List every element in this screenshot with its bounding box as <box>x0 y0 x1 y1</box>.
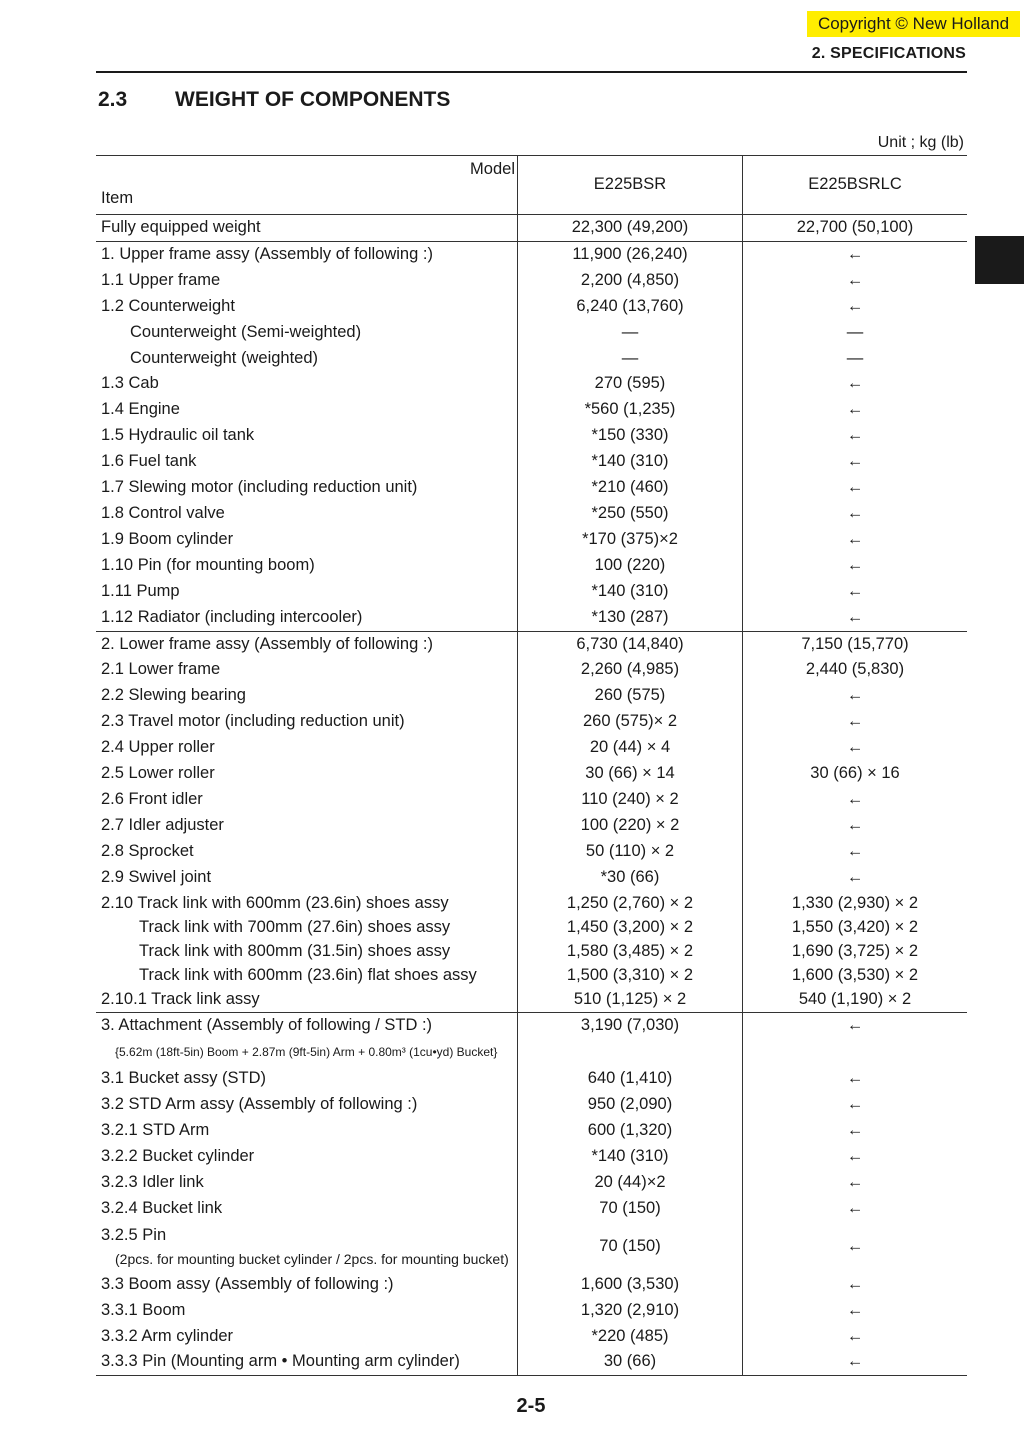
e225bsrlc-value: ← <box>743 449 968 475</box>
table-header-row <box>96 156 967 215</box>
item-cell <box>96 1092 518 1118</box>
table-row <box>96 579 967 605</box>
e225bsrlc-value: 30 (66) × 16 <box>743 761 968 787</box>
e225bsrlc-value: ← <box>743 1144 968 1170</box>
table-row <box>96 605 967 631</box>
item-label: 2.7 Idler adjuster <box>101 815 224 834</box>
e225bsr-value: 70 (150) <box>518 1222 743 1272</box>
table-row <box>96 1349 967 1375</box>
e225bsrlc-value: 1,600 (3,530) × 2 <box>743 963 968 987</box>
e225bsr-value: — <box>518 346 743 372</box>
table-row <box>96 1222 967 1272</box>
item-label: 1.11 Pump <box>101 581 180 600</box>
item-label: Track link with 600mm (23.6in) flat shoes assy <box>139 965 477 984</box>
item-label: 1.12 Radiator (including intercooler) <box>101 607 363 626</box>
item-label: 3.2.5 Pin <box>101 1225 167 1244</box>
e225bsr-value: 260 (575)× 2 <box>518 709 743 735</box>
table-row <box>96 1324 967 1350</box>
table-row <box>96 294 967 320</box>
e225bsr-value: *30 (66) <box>518 865 743 891</box>
item-label: 3.2.3 Idler link <box>101 1172 204 1191</box>
table-row <box>96 963 967 987</box>
e225bsr-value: 600 (1,320) <box>518 1118 743 1144</box>
e225bsr-value: *150 (330) <box>518 423 743 449</box>
e225bsrlc-value: ← <box>743 1092 968 1118</box>
table-row <box>96 215 967 242</box>
item-cell <box>96 1222 518 1272</box>
e225bsr-value: 1,500 (3,310) × 2 <box>518 963 743 987</box>
e225bsr-value: 510 (1,125) × 2 <box>518 987 743 1013</box>
e225bsrlc-value: ← <box>743 1298 968 1324</box>
item-cell <box>96 963 518 987</box>
e225bsrlc-value: ← <box>743 371 968 397</box>
e225bsrlc-value: ← <box>743 1222 968 1272</box>
item-label: 2.3 Travel motor (including reduction unit) <box>101 712 405 731</box>
item-label: Counterweight (Semi-weighted) <box>130 322 362 341</box>
item-label: 2.10.1 Track link assy <box>101 989 260 1008</box>
table-row <box>96 939 967 963</box>
table-row <box>96 423 967 449</box>
item-cell <box>96 839 518 865</box>
table-row <box>96 709 967 735</box>
table-row <box>96 1144 967 1170</box>
item-label: 2.6 Front idler <box>101 789 203 808</box>
table-row <box>96 891 967 915</box>
e225bsrlc-value: ← <box>743 1170 968 1196</box>
e225bsr-value: 6,730 (14,840) <box>518 631 743 657</box>
e225bsrlc-value: ← <box>743 1066 968 1092</box>
table-row <box>96 987 967 1013</box>
item-cell <box>96 1324 518 1350</box>
item-label: Counterweight (weighted) <box>130 348 319 367</box>
unit-label: Unit ; kg (lb) <box>877 134 964 151</box>
e225bsrlc-value: ← <box>743 268 968 294</box>
e225bsrlc-value: 1,690 (3,725) × 2 <box>743 939 968 963</box>
item-cell <box>96 371 518 397</box>
e225bsr-value: 100 (220) × 2 <box>518 813 743 839</box>
table-row <box>96 1092 967 1118</box>
e225bsr-value: 1,450 (3,200) × 2 <box>518 915 743 939</box>
e225bsr-value: 1,580 (3,485) × 2 <box>518 939 743 963</box>
item-cell <box>96 683 518 709</box>
header-model-label: Model <box>470 160 515 178</box>
e225bsrlc-value: ← <box>743 397 968 423</box>
copyright-banner: Copyright © New Holland <box>807 11 1020 37</box>
item-cell <box>96 1196 518 1222</box>
table-row <box>96 915 967 939</box>
section-header: 2. SPECIFICATIONS <box>811 45 966 62</box>
e225bsrlc-value: 540 (1,190) × 2 <box>743 987 968 1013</box>
table-row <box>96 268 967 294</box>
item-label: 3.2 STD Arm assy (Assembly of following :) <box>101 1095 418 1114</box>
item-label: 3.3.3 Pin (Mounting arm • Mounting arm cylinder) <box>101 1352 460 1371</box>
e225bsr-value: — <box>518 320 743 346</box>
table-row <box>96 1039 967 1066</box>
item-label: 1.7 Slewing motor (including reduction unit) <box>101 478 418 497</box>
e225bsr-value: 950 (2,090) <box>518 1092 743 1118</box>
table-row <box>96 1298 967 1324</box>
table-row <box>96 371 967 397</box>
table-row <box>96 346 967 372</box>
table-row <box>96 501 967 527</box>
header-col-e225bsrlc: E225BSRLC <box>743 156 968 215</box>
e225bsrlc-value: ← <box>743 423 968 449</box>
table-row <box>96 683 967 709</box>
table-row <box>96 397 967 423</box>
e225bsr-value: 1,320 (2,910) <box>518 1298 743 1324</box>
item-cell <box>96 1298 518 1324</box>
e225bsrlc-value: 1,330 (2,930) × 2 <box>743 891 968 915</box>
item-cell <box>96 709 518 735</box>
e225bsrlc-value: ← <box>743 709 968 735</box>
item-cell <box>96 1349 518 1375</box>
item-cell <box>96 915 518 939</box>
item-cell <box>96 735 518 761</box>
table-row <box>96 320 967 346</box>
e225bsrlc-value: ← <box>743 1013 968 1039</box>
item-cell <box>96 241 518 267</box>
page-number: 2-5 <box>516 1395 546 1417</box>
e225bsr-value: 1,600 (3,530) <box>518 1272 743 1298</box>
table-row <box>96 1013 967 1039</box>
table-row <box>96 1196 967 1222</box>
e225bsrlc-value: ← <box>743 605 968 631</box>
item-label: 1.2 Counterweight <box>101 296 235 315</box>
e225bsr-value: *140 (310) <box>518 1144 743 1170</box>
item-cell <box>96 1118 518 1144</box>
item-cell <box>96 1013 518 1039</box>
e225bsr-value: 6,240 (13,760) <box>518 294 743 320</box>
e225bsr-value: *250 (550) <box>518 501 743 527</box>
item-label: 1.4 Engine <box>101 400 180 419</box>
table-row <box>96 657 967 683</box>
e225bsr-value <box>518 1039 743 1066</box>
table-row <box>96 865 967 891</box>
attachment-note: {5.62m (18ft-5in) Boom + 2.87m (9ft-5in) Arm + 0.80m³ (1cu•yd) Bucket} <box>115 1045 498 1060</box>
page-title <box>98 88 450 112</box>
e225bsr-value: 11,900 (26,240) <box>518 241 743 267</box>
item-label: 1.6 Fuel tank <box>101 452 197 471</box>
e225bsr-value: *170 (375)×2 <box>518 527 743 553</box>
table-row <box>96 813 967 839</box>
e225bsr-value: 70 (150) <box>518 1196 743 1222</box>
e225bsrlc-value: ← <box>743 813 968 839</box>
item-label: 1.5 Hydraulic oil tank <box>101 426 255 445</box>
item-label: 1.1 Upper frame <box>101 270 221 289</box>
e225bsr-value: 110 (240) × 2 <box>518 787 743 813</box>
e225bsrlc-value: ← <box>743 839 968 865</box>
e225bsrlc-value: ← <box>743 553 968 579</box>
e225bsr-value: 30 (66) <box>518 1349 743 1375</box>
chapter-tab-marker <box>975 236 1024 284</box>
item-cell <box>96 939 518 963</box>
item-cell <box>96 553 518 579</box>
item-cell <box>96 605 518 631</box>
item-cell <box>96 987 518 1013</box>
item-cell <box>96 1170 518 1196</box>
section-number: 2.3 <box>98 88 128 111</box>
item-cell <box>96 397 518 423</box>
item-label: 2.9 Swivel joint <box>101 867 212 886</box>
e225bsr-value: 1,250 (2,760) × 2 <box>518 891 743 915</box>
table-row <box>96 839 967 865</box>
table-row <box>96 449 967 475</box>
item-cell <box>96 631 518 657</box>
item-cell <box>96 449 518 475</box>
item-cell <box>96 268 518 294</box>
header-col-e225bsr: E225BSR <box>518 156 743 215</box>
e225bsr-value: 50 (110) × 2 <box>518 839 743 865</box>
item-cell <box>96 579 518 605</box>
e225bsrlc-value: 1,550 (3,420) × 2 <box>743 915 968 939</box>
e225bsr-value: 20 (44) × 4 <box>518 735 743 761</box>
item-cell <box>96 1066 518 1092</box>
item-cell <box>96 423 518 449</box>
item-label: 3.3.1 Boom <box>101 1300 186 1319</box>
e225bsrlc-value: ← <box>743 1272 968 1298</box>
e225bsr-value: 270 (595) <box>518 371 743 397</box>
item-label: 1.10 Pin (for mounting boom) <box>101 555 315 574</box>
item-label: 3.3.2 Arm cylinder <box>101 1326 234 1345</box>
e225bsrlc-value: ← <box>743 1118 968 1144</box>
header-rule <box>96 71 967 73</box>
e225bsrlc-value: ← <box>743 475 968 501</box>
e225bsrlc-value: ← <box>743 501 968 527</box>
item-label: 2.2 Slewing bearing <box>101 686 246 705</box>
item-label: 2.5 Lower roller <box>101 764 215 783</box>
table-row <box>96 787 967 813</box>
item-label: 1.3 Cab <box>101 374 159 393</box>
item-cell <box>96 865 518 891</box>
item-label: 2.8 Sprocket <box>101 841 194 860</box>
e225bsrlc-value: ← <box>743 1196 968 1222</box>
e225bsr-value: 640 (1,410) <box>518 1066 743 1092</box>
e225bsrlc-value: — <box>743 346 968 372</box>
item-label: 3.2.4 Bucket link <box>101 1198 223 1217</box>
item-label: 3.1 Bucket assy (STD) <box>101 1069 267 1088</box>
item-cell <box>96 1272 518 1298</box>
e225bsrlc-value: ← <box>743 294 968 320</box>
item-cell <box>96 475 518 501</box>
item-cell <box>96 761 518 787</box>
e225bsrlc-value: ← <box>743 683 968 709</box>
table-row <box>96 1170 967 1196</box>
e225bsr-value: 100 (220) <box>518 553 743 579</box>
item-label: Track link with 800mm (31.5in) shoes assy <box>139 941 451 960</box>
item-label: 3.2.1 STD Arm <box>101 1121 210 1140</box>
table-row <box>96 527 967 553</box>
table-row <box>96 761 967 787</box>
item-label: 3. Attachment (Assembly of following / STD :) <box>101 1016 433 1035</box>
e225bsrlc-value: 7,150 (15,770) <box>743 631 968 657</box>
table-row <box>96 1118 967 1144</box>
e225bsr-value: 3,190 (7,030) <box>518 1013 743 1039</box>
item-cell <box>96 657 518 683</box>
item-label: 3.2.2 Bucket cylinder <box>101 1147 255 1165</box>
table-row <box>96 1066 967 1092</box>
e225bsrlc-value: ← <box>743 241 968 267</box>
e225bsrlc-value: ← <box>743 735 968 761</box>
e225bsrlc-value: ← <box>743 865 968 891</box>
item-cell <box>96 787 518 813</box>
item-cell <box>96 346 518 372</box>
e225bsrlc-value: 2,440 (5,830) <box>743 657 968 683</box>
e225bsr-value: *220 (485) <box>518 1324 743 1350</box>
e225bsrlc-value <box>743 1039 968 1066</box>
e225bsrlc-value: ← <box>743 527 968 553</box>
e225bsr-value: *140 (310) <box>518 579 743 605</box>
item-cell <box>96 320 518 346</box>
item-label: 1.9 Boom cylinder <box>101 529 234 548</box>
table-row <box>96 1272 967 1298</box>
table-row <box>96 475 967 501</box>
item-cell <box>96 1039 518 1066</box>
item-cell <box>96 527 518 553</box>
table-row <box>96 735 967 761</box>
e225bsr-value: *140 (310) <box>518 449 743 475</box>
e225bsr-value: 30 (66) × 14 <box>518 761 743 787</box>
e225bsr-value: *210 (460) <box>518 475 743 501</box>
item-cell <box>96 1144 518 1170</box>
item-label: 3.3 Boom assy (Assembly of following :) <box>101 1274 394 1293</box>
item-label: 1. Upper frame assy (Assembly of following :) <box>101 244 433 263</box>
table-row <box>96 631 967 657</box>
item-cell <box>96 813 518 839</box>
e225bsr-value: 2,200 (4,850) <box>518 268 743 294</box>
item-label: 2.10 Track link with 600mm (23.6in) shoes assy <box>101 893 449 912</box>
e225bsr-value: *130 (287) <box>518 605 743 631</box>
item-label: 2.1 Lower frame <box>101 660 221 679</box>
header-model-item-cell <box>96 156 518 215</box>
header-item-label: Item <box>101 189 134 207</box>
item-label: 2.4 Upper roller <box>101 738 215 757</box>
e225bsr-value: 260 (575) <box>518 683 743 709</box>
item-cell <box>96 891 518 915</box>
e225bsr-value: 20 (44)×2 <box>518 1170 743 1196</box>
item-cell <box>96 294 518 320</box>
e225bsr-value: 22,300 (49,200) <box>518 215 743 242</box>
item-cell <box>96 501 518 527</box>
e225bsrlc-value: — <box>743 320 968 346</box>
item-sublabel: (2pcs. for mounting bucket cylinder / 2pcs. for mounting bucket) <box>115 1250 509 1267</box>
e225bsrlc-value: ← <box>743 1349 968 1375</box>
item-label: 2. Lower frame assy (Assembly of following :) <box>101 634 433 653</box>
section-title: WEIGHT OF COMPONENTS <box>175 88 451 111</box>
e225bsr-value: 2,260 (4,985) <box>518 657 743 683</box>
e225bsrlc-value: ← <box>743 787 968 813</box>
e225bsrlc-value: 22,700 (50,100) <box>743 215 968 242</box>
item-label: 1.8 Control valve <box>101 503 225 522</box>
weight-table <box>96 155 967 1376</box>
item-label: Fully equipped weight <box>101 218 261 236</box>
e225bsrlc-value: ← <box>743 579 968 605</box>
item-cell <box>96 215 518 242</box>
e225bsr-value: *560 (1,235) <box>518 397 743 423</box>
item-label: Track link with 700mm (27.6in) shoes assy <box>139 917 451 936</box>
e225bsrlc-value: ← <box>743 1324 968 1350</box>
table-row <box>96 553 967 579</box>
table-row <box>96 241 967 267</box>
